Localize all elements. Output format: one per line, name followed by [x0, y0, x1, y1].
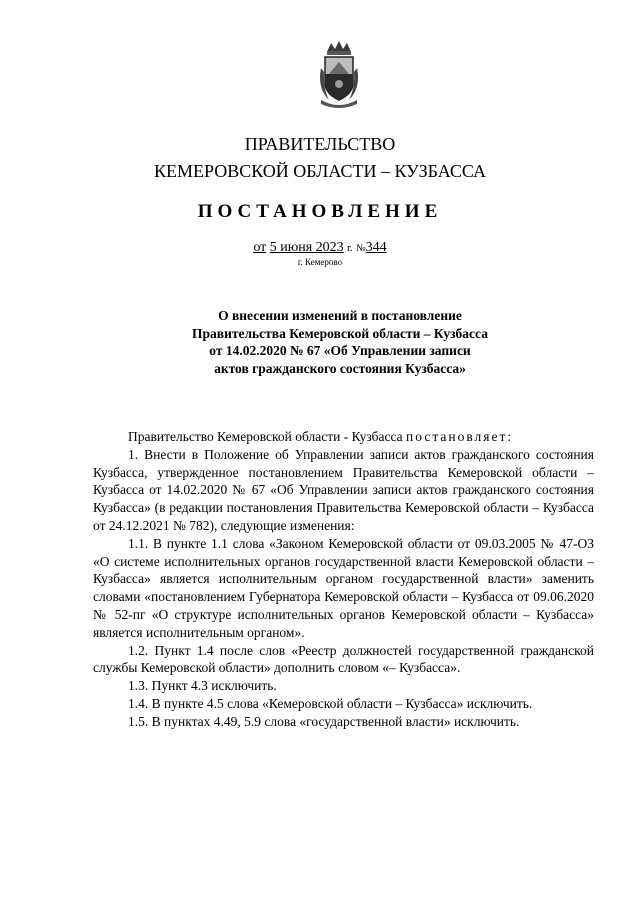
paragraph-1-1: 1.1. В пункте 1.1 слова «Законом Кемеровской области от 09.03.2005 № 47-ОЗ «О системе исполнительных органов государственной власти Кемеровской области – Кузбасса» является исполнительным органом государственной власти» заменить словами «постановлением Губернатора Кемеровской области – Кузбасса от 09.06.2020 № 52-пг «О структуре исполнительных органов Кемеровской области – Кузбасса» является исполнительным органом».: [93, 535, 594, 640]
city: г. Кемерово: [297, 257, 343, 267]
government-name-line1: ПРАВИТЕЛЬСТВО: [244, 134, 396, 154]
paragraph-1-4: 1.4. В пункте 4.5 слова «Кемеровской области – Кузбасса» исключить.: [128, 695, 533, 711]
title-line: актов гражданского состояния Кузбасса»: [214, 360, 466, 376]
number-sign: №: [356, 243, 366, 254]
preamble: [93, 428, 594, 446]
document-type: ПОСТАНОВЛЕНИЕ: [197, 201, 443, 222]
title-line: О внесении изменений в постановление: [218, 308, 462, 323]
document-date: 5 июня 2023: [269, 240, 344, 255]
kuzbass-coat-of-arms-icon: [313, 38, 365, 108]
title-line: от 14.02.2020 № 67 «Об Управлении записи: [209, 343, 471, 358]
year-suffix: г.: [347, 243, 353, 254]
document-number: 344: [365, 240, 387, 255]
document-title: [150, 307, 530, 377]
document-body: [93, 428, 594, 731]
paragraph-1-2: 1.2. Пункт 1.4 после слов «Реестр должностей государственной гражданской службы Кемеровской области» дополнить словом «– Кузбасса».: [93, 642, 594, 676]
paragraph-1: 1. Внести в Положение об Управлении записи актов гражданского состояния Кузбасса, утвержденное постановлением Правительства Кемеровской области – Кузбасса от 14.02.2020 № 67 «Об Управлении записи актов гражданского состояния Кузбасса» (в редакции постановления Правительства Кемеровской области – Кузбасса от 24.12.2021 № 782), следующие изменения:: [93, 446, 594, 533]
paragraph-1-3: 1.3. Пункт 4.3 исключить.: [128, 678, 277, 694]
government-name-line2: КЕМЕРОВСКОЙ ОБЛАСТИ – КУЗБАССА: [154, 161, 486, 181]
preamble-action: постановляет:: [406, 429, 514, 444]
date-number-line: [0, 239, 640, 258]
paragraph-1-5: 1.5. В пунктах 4.49, 5.9 слова «государственной власти» исключить.: [128, 713, 520, 729]
date-prefix: от: [253, 240, 267, 255]
preamble-text: Правительство Кемеровской области - Кузбасса: [128, 429, 407, 444]
title-line: Правительства Кемеровской области – Кузбасса: [192, 325, 488, 341]
